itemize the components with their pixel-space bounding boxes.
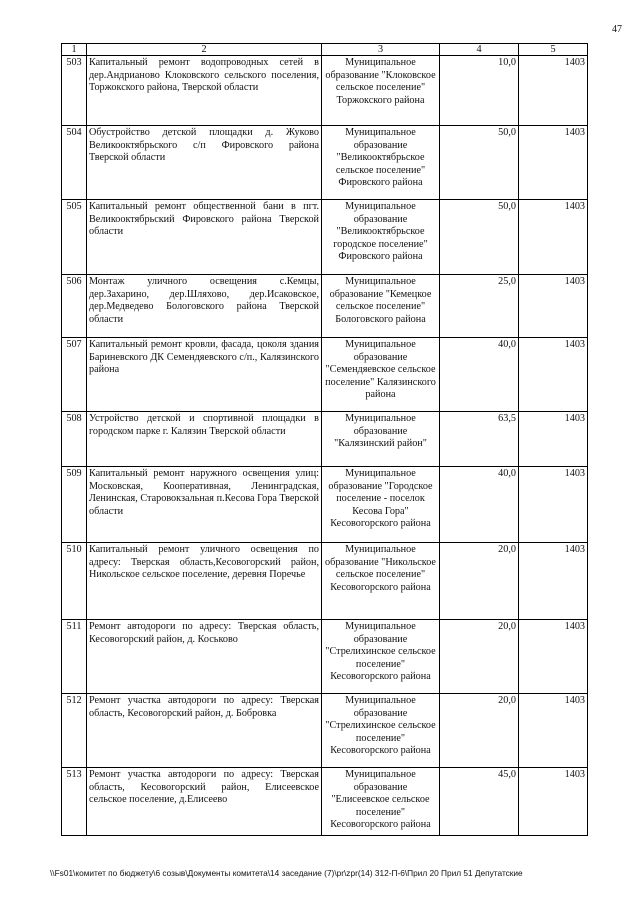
- budget-table: [61, 43, 588, 836]
- row-number: 503: [62, 56, 87, 126]
- header-col-1: 1: [62, 44, 87, 56]
- row-number: 504: [62, 126, 87, 200]
- row-number: 513: [62, 768, 87, 836]
- project-title: Капитальный ремонт уличного освещения по адресу: Тверская область,Кесовогорский район, Никольское сельское поселение, деревня Поречье: [87, 543, 322, 620]
- amount: 45,0: [440, 768, 519, 836]
- municipality: Муниципальное образование "Клоковское сельское поселение" Торжокского района: [322, 56, 440, 126]
- municipality: Муниципальное образование "Великооктябрьское сельское поселение" Фировского района: [322, 126, 440, 200]
- municipality: Муниципальное образование "Семендяевское сельское поселение" Калязинского района: [322, 338, 440, 412]
- table-row: [62, 126, 588, 200]
- row-number: 509: [62, 467, 87, 543]
- budget-code: 1403: [519, 275, 588, 338]
- budget-code: 1403: [519, 126, 588, 200]
- row-number: 511: [62, 620, 87, 694]
- table-row: [62, 56, 588, 126]
- table-row: [62, 338, 588, 412]
- project-title: Ремонт автодороги по адресу: Тверская область, Кесовогорский район, д. Коськово: [87, 620, 322, 694]
- amount: 20,0: [440, 543, 519, 620]
- municipality: Муниципальное образование "Стрелихинское сельское поселение" Кесовогорского района: [322, 620, 440, 694]
- table-row: [62, 620, 588, 694]
- budget-code: 1403: [519, 412, 588, 467]
- project-title: Монтаж уличного освещения с.Кемцы, дер.Захарино, дер.Шляхово, дер.Исаковское, дер.Медведево Бологовского района Тверской области: [87, 275, 322, 338]
- municipality: Муниципальное образование "Городское поселение - поселок Кесова Гора" Кесовогорского района: [322, 467, 440, 543]
- budget-code: 1403: [519, 543, 588, 620]
- amount: 40,0: [440, 467, 519, 543]
- header-col-4: 4: [440, 44, 519, 56]
- budget-code: 1403: [519, 467, 588, 543]
- municipality: Муниципальное образование "Кемецкое сельское поселение" Бологовского района: [322, 275, 440, 338]
- project-title: Капитальный ремонт наружного освещения улиц: Московская, Кооперативная, Ленинградская, Ленинская, Старовокзальная п.Кесова Гора Тверской области: [87, 467, 322, 543]
- table-row: [62, 543, 588, 620]
- row-number: 507: [62, 338, 87, 412]
- budget-code: 1403: [519, 694, 588, 768]
- header-col-5: 5: [519, 44, 588, 56]
- table-row: [62, 694, 588, 768]
- header-col-3: 3: [322, 44, 440, 56]
- amount: 63,5: [440, 412, 519, 467]
- project-title: Устройство детской и спортивной площадки в городском парке г. Калязин Тверской области: [87, 412, 322, 467]
- project-title: Капитальный ремонт общественной бани в пгт. Великооктябрьский Фировского района Тверской области: [87, 200, 322, 275]
- budget-code: 1403: [519, 338, 588, 412]
- municipality: Муниципальное образование "Стрелихинское сельское поселение" Кесовогорского района: [322, 694, 440, 768]
- table-row: [62, 200, 588, 275]
- municipality: Муниципальное образование "Великооктябрьское городское поселение" Фировского района: [322, 200, 440, 275]
- amount: 50,0: [440, 126, 519, 200]
- municipality: Муниципальное образование "Калязинский район": [322, 412, 440, 467]
- row-number: 506: [62, 275, 87, 338]
- table-row: [62, 275, 588, 338]
- municipality: Муниципальное образование "Елисеевское сельское поселение" Кесовогорского района: [322, 768, 440, 836]
- project-title: Капитальный ремонт кровли, фасада, цоколя здания Бариневского ДК Семендяевского с/п., Калязинского района: [87, 338, 322, 412]
- footer-file-path: \\Fs01\комитет по бюджету\6 созыв\Документы комитета\14 заседание (7)\pr\zpr(14) 312-П-6\Прил 20 Прил 51 Депутатские: [50, 868, 523, 878]
- page-number: 47: [612, 24, 622, 35]
- amount: 20,0: [440, 694, 519, 768]
- project-title: Ремонт участка автодороги по адресу: Тверская область, Кесовогорский район, Елисеевское сельское поселение, д.Елисеево: [87, 768, 322, 836]
- project-title: Обустройство детской площадки д. Жуково Великооктябрьского с/п Фировского района Тверской области: [87, 126, 322, 200]
- amount: 40,0: [440, 338, 519, 412]
- budget-code: 1403: [519, 768, 588, 836]
- municipality: Муниципальное образование "Никольское сельское поселение" Кесовогорского района: [322, 543, 440, 620]
- table-row: [62, 412, 588, 467]
- budget-code: 1403: [519, 620, 588, 694]
- budget-code: 1403: [519, 200, 588, 275]
- row-number: 508: [62, 412, 87, 467]
- row-number: 510: [62, 543, 87, 620]
- amount: 10,0: [440, 56, 519, 126]
- project-title: Капитальный ремонт водопроводных сетей в дер.Андрианово Клоковского сельского поселения, Торжокского района, Тверской области: [87, 56, 322, 126]
- amount: 20,0: [440, 620, 519, 694]
- amount: 25,0: [440, 275, 519, 338]
- header-row: [62, 44, 588, 56]
- table-row: [62, 768, 588, 836]
- row-number: 505: [62, 200, 87, 275]
- header-col-2: 2: [87, 44, 322, 56]
- amount: 50,0: [440, 200, 519, 275]
- row-number: 512: [62, 694, 87, 768]
- project-title: Ремонт участка автодороги по адресу: Тверская область, Кесовогорский район, д. Бобровка: [87, 694, 322, 768]
- budget-code: 1403: [519, 56, 588, 126]
- table-row: [62, 467, 588, 543]
